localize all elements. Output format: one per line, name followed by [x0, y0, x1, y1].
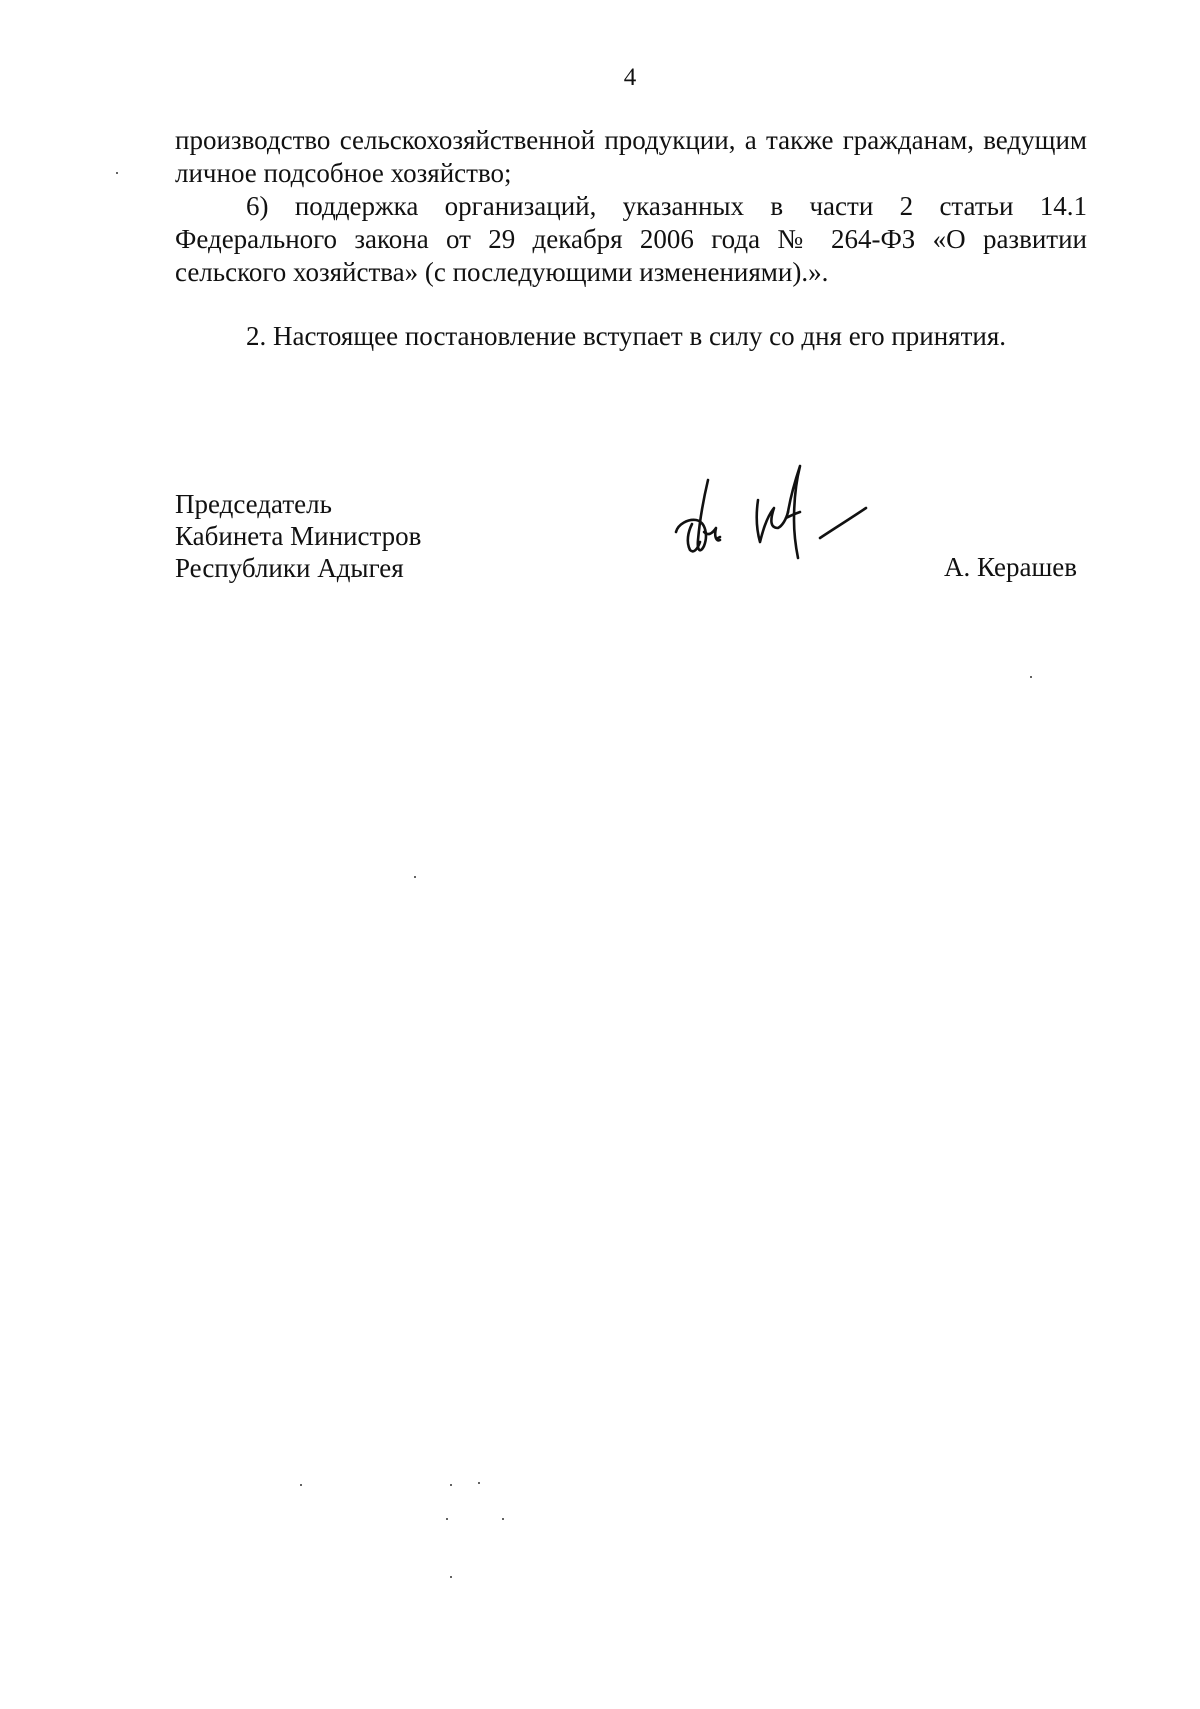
handwritten-signature: [670, 462, 880, 572]
signatory-name: А. Керашев: [944, 552, 1077, 582]
signatory-title-line-1: Председатель: [175, 489, 332, 519]
signatory-title-line-3: Республики Адыгея: [175, 553, 404, 583]
scan-speck: [414, 876, 416, 878]
signatory-title-line-2: Кабинета Министров: [175, 521, 422, 551]
scan-speck: [478, 1482, 480, 1484]
scan-speck: [1030, 676, 1032, 678]
scan-speck: [446, 1518, 448, 1520]
scan-speck: [450, 1484, 452, 1486]
page-number: 4: [623, 64, 637, 91]
scan-speck: [502, 1518, 504, 1520]
scan-speck: [116, 172, 118, 174]
paragraph-continuation: производство сельскохозяйственной продукции, а также гражданам, ведущим личное подсобное хозяйство;: [175, 125, 1087, 188]
signatory-title: [175, 488, 421, 584]
paragraph-item-6: 6) поддержка организаций, указанных в части 2 статьи 14.1 Федерального закона от 29 декабря 2006 года № 264-ФЗ «О развитии сельского хозяйства» (с последующими изменениями).».: [175, 191, 1087, 287]
scan-speck: [300, 1484, 302, 1486]
scan-speck: [450, 1576, 452, 1578]
paragraph-effective-date: 2. Настоящее постановление вступает в силу со дня его принятия.: [246, 321, 1007, 351]
